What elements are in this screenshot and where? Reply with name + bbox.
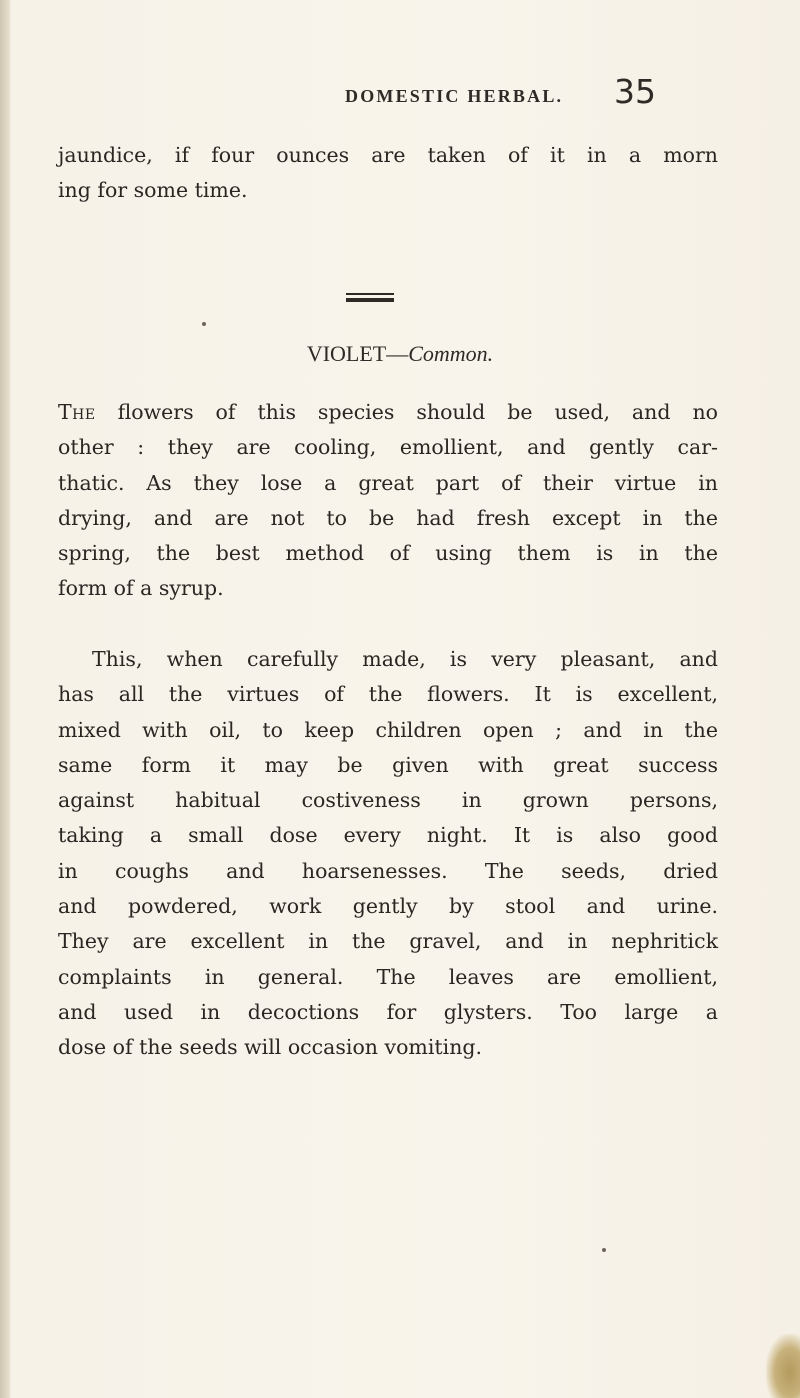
ink-speck [602,1248,606,1252]
text-line: ing for some time. [58,178,248,203]
text-line: other : they are cooling, emollient, and gently car- [58,435,718,460]
text-line: spring, the best method of using them is in the [58,541,718,566]
line-rest: flowers of this species should be used, and no [95,400,718,424]
text-line: They are excellent in the gravel, and in nephritick [58,929,718,954]
ink-speck [202,322,206,326]
page-stain [766,1334,800,1398]
separator-rule [346,298,394,302]
text-line: same form it may be given with great success [58,752,718,777]
text-line: has all the virtues of the flowers. It is excellent, [58,682,718,707]
heading-title: VIOLET— [306,341,409,366]
section-separator [346,293,394,305]
page-gutter [0,0,10,1398]
text-line: and powdered, work gently by stool and urine. [58,894,718,919]
text-line: mixed with oil, to keep children open ; and in the [58,717,718,742]
paragraph-2 [58,642,718,1066]
text-line: This, when carefully made, is very pleasant, and [92,647,718,671]
text-line: dose of the seeds will occasion vomiting. [58,1035,483,1060]
text-line: form of a syrup. [58,576,224,601]
text-line: jaundice, if four ounces are taken of it in a morn [58,143,718,167]
intro-paragraph [58,138,718,209]
page-number: 35 [614,72,656,111]
text-line: against habitual costiveness in grown persons, [58,788,718,813]
text-line: complaints in general. The leaves are emollient, [58,964,718,989]
smallcaps-opening: The [58,400,96,424]
text-line: in coughs and hoarsenesses. The seeds, dried [58,858,718,883]
running-head: DOMESTIC HERBAL. [345,86,564,106]
text-line: taking a small dose every night. It is also good [58,823,718,848]
text-line [58,395,718,430]
text-line: drying, and are not to be had fresh except in the [58,505,718,530]
text-line: and used in decoctions for glysters. Too large a [58,999,718,1024]
section-heading [0,341,800,367]
separator-rule [346,293,394,295]
paragraph-1 [58,395,718,607]
heading-subtitle: Common. [408,341,494,366]
text-line: thatic. As they lose a great part of their virtue in [58,470,718,495]
